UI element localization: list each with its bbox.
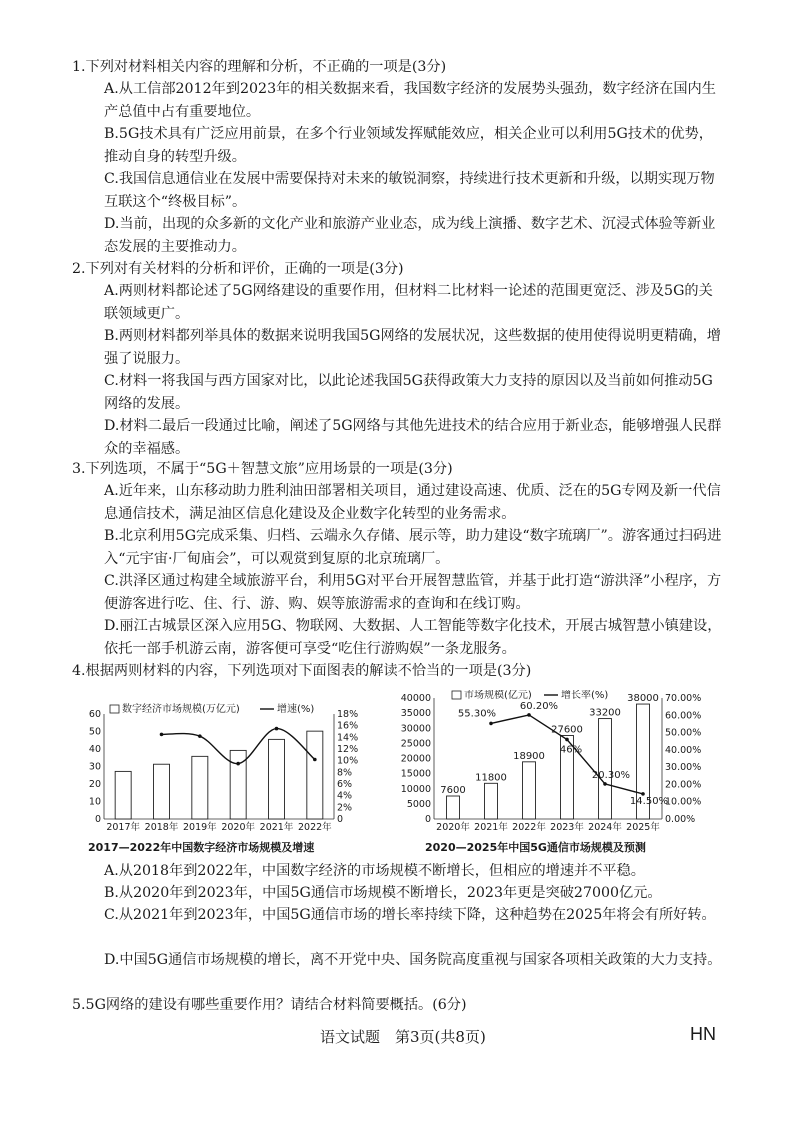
right-axis-tick-label: 10.00% (665, 796, 702, 808)
digital-economy-chart-svg (72, 690, 372, 838)
right-axis-tick-label: 0 (337, 814, 344, 825)
right-axis-tick-label: 0.00% (665, 814, 696, 825)
legend-bar-swatch (110, 705, 119, 713)
legend-bar-label: 数字经济市场规模(万亿元) (122, 704, 240, 715)
question-1-option-c: C.我国信息通信业在发展中需要保持对未来的敏锐洞察，持续进行技术更新和升级，以期实现万物互联这个“终极目标”。 (104, 171, 715, 210)
bar (115, 771, 131, 819)
bar (523, 762, 536, 819)
left-axis-tick-label: 10000 (400, 783, 431, 795)
question-5-stem: 5.5G网络的建设有哪些重要作用？请结合材料简要概括。(6分) (72, 997, 467, 1013)
question-2-option-d: D.材料二最后一段通过比喻，阐述了5G网络与其他先进技术的结合应用于新业态，能够增强人民群众的幸福感。 (104, 418, 722, 457)
question-1-option-b: B.5G技术具有广泛应用前景，在多个行业领域发挥赋能效应，相关企业可以利用5G技术的优势，推动自身的转型升级。 (104, 126, 713, 165)
bar (154, 764, 170, 819)
growth-rate-label: 55.30% (457, 708, 497, 720)
question-4-stem: 4.根据两则材料的内容，下列选项对下面图表的解读不恰当的一项是(3分) (72, 663, 532, 679)
bar-value-label: 27600 (551, 724, 583, 736)
question-2-option-c: C.材料一将我国与西方国家对比，以此论述我国5G获得政策大力支持的原因以及当前如何推动5G网络的发展。 (104, 373, 713, 412)
bar (599, 719, 612, 819)
5g-market-chart-caption: 2020—2025年中国5G通信市场规模及预测 (425, 841, 646, 854)
growth-rate-point (275, 727, 279, 731)
x-axis-tick-label: 2017年 (106, 822, 141, 833)
right-axis-tick-label: 10% (337, 755, 359, 767)
bar-value-label: 18900 (513, 750, 545, 762)
x-axis-tick-label: 2021年 (474, 822, 508, 833)
x-axis-tick-label: 2025年 (626, 822, 660, 833)
bar (269, 739, 285, 819)
right-axis-tick-label: 40.00% (665, 744, 702, 756)
question-4-option-d: D.中国5G通信市场规模的增长，离不开党中央、国务院高度重视与国家各项相关政策的大力支持。 (104, 952, 722, 968)
question-2-option-b: B.两则材料都列举具体的数据来说明我国5G网络的发展状况，这些数据的使用使得说明更精确，增强了说服力。 (104, 328, 721, 367)
left-axis-tick-label: 0 (424, 814, 431, 825)
x-axis-tick-label: 2020年 (436, 822, 470, 833)
left-axis-tick-label: 50 (88, 726, 101, 738)
left-axis-tick-label: 40000 (400, 693, 431, 704)
question-2-stem: 2.下列对有关材料的分析和评价，正确的一项是(3分) (72, 261, 404, 277)
question-3-option-c: C.洪泽区通过构建全域旅游平台，利用5G对平台开展智慧监管，并基于此打造“游洪泽”小程序，方便游客进行吃、住、行、游、购、娱等旅游需求的查询和在线订购。 (104, 573, 722, 612)
right-axis-tick-label: 2% (337, 802, 353, 814)
right-axis-tick-label: 4% (337, 790, 353, 802)
question-2-option-a: A.两则材料都论述了5G网络建设的重要作用，但材料二比材料一论述的范围更宽泛、涉及5G的关联领域更广。 (104, 283, 713, 322)
question-3-option-a: A.近年来，山东移动助力胜利油田部署相关项目，通过建设高速、优质、泛在的5G专网及新一代信息通信技术，满足油区信息化建设及企业数字化转型的业务需求。 (104, 483, 721, 522)
growth-rate-point (160, 733, 164, 737)
x-axis-tick-label: 2021年 (259, 822, 294, 833)
legend-bar-label: 市场规模(亿元) (464, 690, 532, 701)
question-3-stem: 3.下列选项，不属于“5G＋智慧文旅”应用场景的一项是(3分) (72, 461, 453, 477)
legend-line-label: 增长率(%) (561, 690, 609, 701)
question-1-stem: 1.下列对材料相关内容的理解和分析，不正确的一项是(3分) (72, 59, 447, 75)
growth-rate-label: 60.20% (519, 700, 559, 712)
5g-market-chart (392, 690, 722, 842)
right-axis-tick-label: 60.00% (665, 710, 702, 722)
bar (447, 796, 460, 819)
left-axis-tick-label: 30 (88, 761, 101, 773)
x-axis-tick-label: 2023年 (550, 822, 584, 833)
question-4-option-b: B.从2020年到2023年，中国5G通信市场规模不断增长，2023年更是突破27000亿元。 (104, 885, 662, 901)
left-axis-tick-label: 40 (88, 744, 101, 755)
x-axis-tick-label: 2019年 (182, 822, 217, 833)
question-4-option-a: A.从2018年到2022年，中国数字经济的市场规模不断增长，但相应的增速并不平稳。 (104, 863, 645, 879)
bar-value-label: 11800 (475, 772, 507, 784)
legend-bar-swatch (452, 691, 461, 699)
5g-market-chart-svg (392, 690, 722, 838)
growth-rate-point (603, 782, 607, 786)
bar (307, 731, 323, 819)
growth-rate-point (527, 713, 531, 717)
digital-economy-chart (72, 690, 372, 842)
x-axis-tick-label: 2022年 (297, 822, 332, 833)
region-tag: HN (690, 1024, 716, 1044)
growth-rate-point (489, 722, 493, 726)
question-1-option-d: D.当前，出现的众多新的文化产业和旅游产业业态，成为线上演播、数字艺术、沉浸式体验等新业态发展的主要推动力。 (104, 216, 716, 255)
growth-rate-point (198, 734, 202, 738)
growth-rate-point (313, 758, 317, 762)
question-4-option-c: C.从2021年到2023年，中国5G通信市场的增长率持续下降，这种趋势在2025年将会有所好转。 (104, 907, 716, 923)
right-axis-tick-label: 30.00% (665, 762, 702, 774)
x-axis-tick-label: 2020年 (221, 822, 256, 833)
legend-line-label: 增速(%) (277, 704, 315, 715)
left-axis-tick-label: 15000 (400, 768, 431, 780)
left-axis-tick-label: 5000 (406, 798, 431, 810)
left-axis-tick-label: 30000 (400, 723, 431, 735)
left-axis-tick-label: 60 (88, 709, 101, 720)
bar-value-label: 38000 (627, 693, 659, 705)
left-axis-tick-label: 35000 (400, 708, 431, 720)
left-axis-tick-label: 20 (88, 779, 101, 790)
x-axis-tick-label: 2024年 (588, 822, 622, 833)
growth-rate-label: 14.50% (629, 795, 669, 807)
left-axis-tick-label: 25000 (400, 738, 431, 750)
right-axis-tick-label: 16% (337, 720, 359, 732)
digital-economy-chart-caption: 2017—2022年中国数字经济市场规模及增速 (88, 841, 315, 854)
right-axis-tick-label: 20.00% (665, 779, 702, 791)
bar (485, 783, 498, 819)
left-axis-tick-label: 0 (94, 814, 101, 825)
growth-rate-point (565, 738, 569, 742)
question-3-option-b: B.北京利用5G完成采集、归档、云端永久存储、展示等，助力建设“数字琉璃厂”。游客通过扫码进入“元宇宙·厂甸庙会”，可以观赏到复原的北京琉璃厂。 (104, 528, 722, 567)
right-axis-tick-label: 18% (337, 709, 359, 720)
x-axis-tick-label: 2022年 (512, 822, 546, 833)
right-axis-tick-label: 14% (337, 732, 359, 744)
right-axis-tick-label: 70.00% (665, 693, 702, 704)
page-footer: 语文试题 第3页(共8页) (320, 1028, 486, 1046)
left-axis-tick-label: 20000 (400, 753, 431, 765)
right-axis-tick-label: 50.00% (665, 727, 702, 739)
growth-rate-point (236, 762, 240, 766)
x-axis-tick-label: 2018年 (144, 822, 179, 833)
bar (192, 756, 208, 819)
question-3-option-d: D.丽江古城景区深入应用5G、物联网、大数据、人工智能等数字化技术，开展古城智慧小镇建设，依托一部手机游云南，游客便可享受“吃住行游购娱”一条龙服务。 (104, 618, 722, 657)
bar-value-label: 7600 (440, 785, 466, 797)
growth-rate-label: 20.30% (591, 769, 631, 781)
right-axis-tick-label: 8% (337, 767, 353, 779)
bar-value-label: 33200 (589, 707, 621, 719)
growth-rate-label: 46% (559, 744, 583, 756)
question-1-option-a: A.从工信部2012年到2023年的相关数据来看，我国数字经济的发展势头强劲，数字经济在国内生产总值中占有重要地位。 (104, 81, 716, 120)
right-axis-tick-label: 6% (337, 779, 353, 790)
right-axis-tick-label: 12% (337, 744, 359, 755)
left-axis-tick-label: 10 (88, 796, 101, 808)
